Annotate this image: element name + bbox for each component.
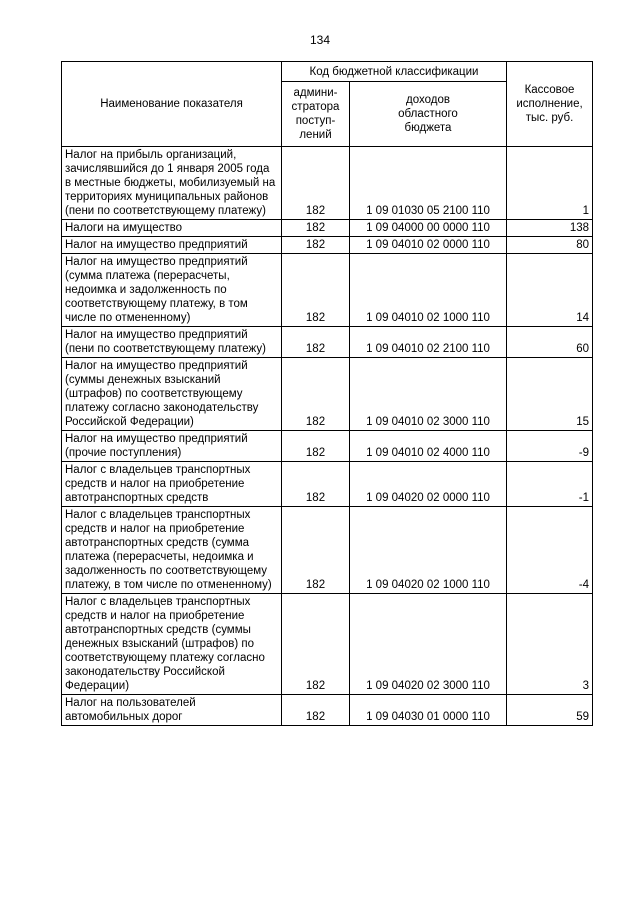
header-name: Наименование показателя [62, 62, 282, 147]
row-admin-code: 182 [282, 358, 350, 431]
row-amount: 15 [507, 358, 593, 431]
row-name: Налог с владельцев транспортных средств и налог на приобретение автотранспортных средств [62, 462, 282, 507]
header-admin: админи- стратора поступ- лений [282, 82, 350, 147]
row-admin-code: 182 [282, 327, 350, 358]
row-amount: -9 [507, 431, 593, 462]
table-row [62, 358, 593, 431]
row-admin-code: 182 [282, 237, 350, 254]
row-name: Налоги на имущество [62, 220, 282, 237]
table-row [62, 594, 593, 695]
row-name: Налог на прибыль организаций, зачислявшийся до 1 января 2005 года в местные бюджеты, мобилизуемый на территориях муниципальных районов (пени по соответствующему платежу) [62, 147, 282, 220]
row-budget-code: 1 09 04000 00 0000 110 [350, 220, 507, 237]
row-name: Налог на имущество предприятий (пени по соответствующему платежу) [62, 327, 282, 358]
table-row [62, 147, 593, 220]
table-row [62, 507, 593, 594]
table-row [62, 237, 593, 254]
row-name: Налог с владельцев транспортных средств и налог на приобретение автотранспортных средств (суммы денежных взысканий (штрафов) по соответствующему платежу согласно законодательству Российской Федерации) [62, 594, 282, 695]
row-budget-code: 1 09 04030 01 0000 110 [350, 695, 507, 726]
row-amount: 59 [507, 695, 593, 726]
row-budget-code: 1 09 04020 02 0000 110 [350, 462, 507, 507]
row-admin-code: 182 [282, 220, 350, 237]
row-admin-code: 182 [282, 695, 350, 726]
row-name: Налог на пользователей автомобильных дорог [62, 695, 282, 726]
header-amount: Кассовое исполнение, тыс. руб. [507, 62, 593, 147]
table-row [62, 431, 593, 462]
row-amount: 1 [507, 147, 593, 220]
row-admin-code: 182 [282, 147, 350, 220]
row-amount: 60 [507, 327, 593, 358]
row-budget-code: 1 09 04010 02 4000 110 [350, 431, 507, 462]
row-admin-code: 182 [282, 254, 350, 327]
row-name: Налог на имущество предприятий [62, 237, 282, 254]
budget-classification-table [61, 61, 593, 726]
row-budget-code: 1 09 04020 02 1000 110 [350, 507, 507, 594]
table-row [62, 462, 593, 507]
header-income: доходов областного бюджета [350, 82, 507, 147]
table-row [62, 695, 593, 726]
row-name: Налог на имущество предприятий (прочие поступления) [62, 431, 282, 462]
row-amount: 14 [507, 254, 593, 327]
row-budget-code: 1 09 04020 02 3000 110 [350, 594, 507, 695]
row-name: Налог на имущество предприятий (суммы денежных взысканий (штрафов) по соответствующему платежу согласно законодательству Российской Федерации) [62, 358, 282, 431]
row-admin-code: 182 [282, 507, 350, 594]
header-code-group: Код бюджетной классификации [282, 62, 507, 82]
row-budget-code: 1 09 04010 02 3000 110 [350, 358, 507, 431]
row-budget-code: 1 09 04010 02 1000 110 [350, 254, 507, 327]
row-name: Налог с владельцев транспортных средств и налог на приобретение автотранспортных средств (сумма платежа (перерасчеты, недоимка и задолженность по соответствующему платежу, в том числе по отмененному) [62, 507, 282, 594]
row-name: Налог на имущество предприятий (сумма платежа (перерасчеты, недоимка и задолженность по соответствующему платежу, в том числе по отмененному) [62, 254, 282, 327]
table-row [62, 220, 593, 237]
row-amount: -1 [507, 462, 593, 507]
row-budget-code: 1 09 01030 05 2100 110 [350, 147, 507, 220]
row-budget-code: 1 09 04010 02 0000 110 [350, 237, 507, 254]
table-body [62, 147, 593, 726]
page-number: 134 [309, 33, 331, 47]
row-budget-code: 1 09 04010 02 2100 110 [350, 327, 507, 358]
header-row-top [62, 62, 593, 82]
row-amount: 138 [507, 220, 593, 237]
row-amount: 80 [507, 237, 593, 254]
table-row [62, 254, 593, 327]
row-amount: -4 [507, 507, 593, 594]
row-admin-code: 182 [282, 594, 350, 695]
row-admin-code: 182 [282, 431, 350, 462]
row-amount: 3 [507, 594, 593, 695]
row-admin-code: 182 [282, 462, 350, 507]
table-row [62, 327, 593, 358]
